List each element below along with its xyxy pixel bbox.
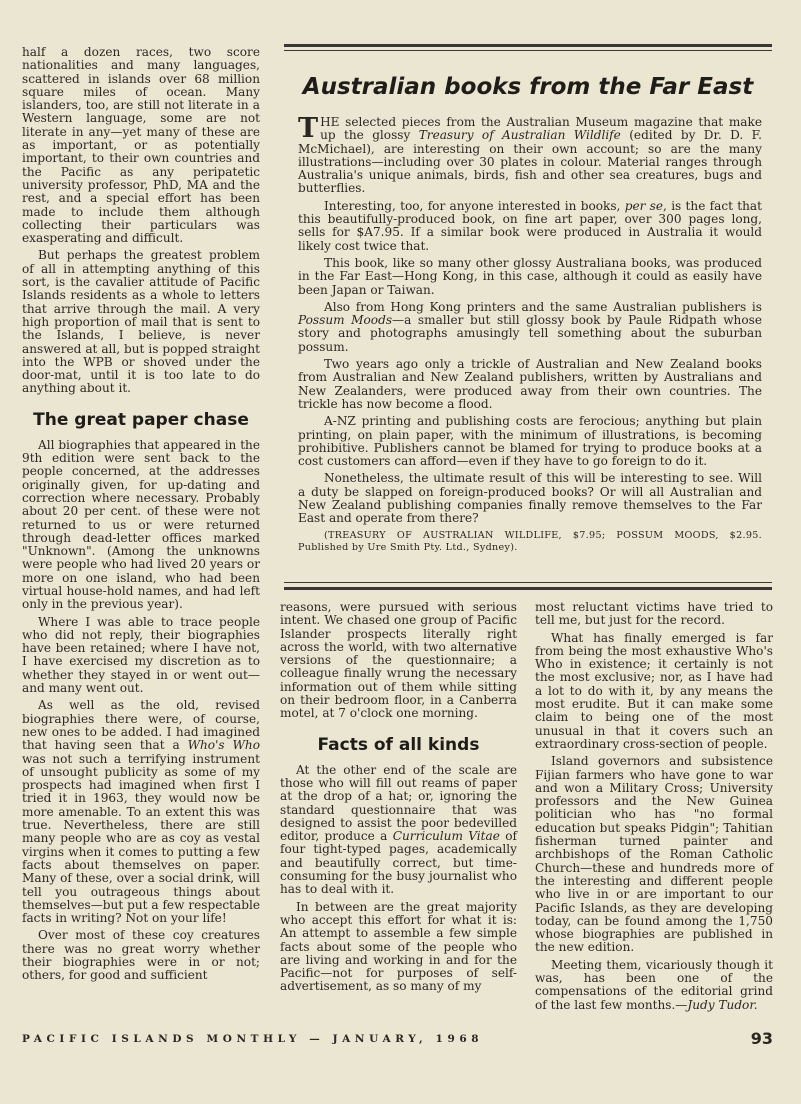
- right-column: [535, 601, 773, 1016]
- paragraph: But perhaps the greatest problem of all in attempting anything of this sort, is the cavalier attitude of Pacific Islands residents as a whole to letters that arrive through the mail. A very high proportion of mail that is sent to the Islands, I believe, is never answered at all, but is popped straight into the WPB or shoved under the door-mat, until it is too late to do anything about it.: [22, 248, 260, 396]
- left-column: [22, 46, 260, 987]
- paragraph: most reluctant victims have tried to tell me, but just for the record.: [535, 600, 773, 628]
- paragraph: What has finally emerged is far from being the most exhaustive Who's Who in existence; it certainly is not the most exclusive; nor, as I have had a lot to do with it, by any means the most erudite. But it can make some claim to being one of the most unusual in that it covers such an extraordinary cross-section of people.: [535, 630, 773, 751]
- paragraph: Island governors and subsistence Fijian farmers who have gone to war and won a Military Cross; University professors and the New Guinea politician who has "no formal education but speaks Pidgin"; Tahitian fisherman turned painter and archbishops of the Roman Catholic Church—these and hundreds more of the interesting and different people who live in or are important to our Pacific Islands, as they are developing today, can be found among the 1,750 whose biographies are published in the new edition.: [535, 754, 773, 955]
- paragraph: Two years ago only a trickle of Australian and New Zealand books from Australian and New Zealand publishers, written by Australians and New Zealanders, were produced away from their own countries. The trickle has now become a flood.: [298, 357, 762, 411]
- running-head: PACIFIC ISLANDS MONTHLY — JANUARY, 1968: [22, 1033, 484, 1045]
- paragraph: In between are the great majority who accept this effort for what it is: An attempt to assemble a few simple facts about some of the people who are living and working in and for the Pacific—not for purposes of self-advertisement, as so many of my: [280, 899, 517, 994]
- section-heading: Facts of all kinds: [317, 734, 480, 755]
- paragraph: half a dozen races, two score nationalities and many languages, scattered in islands over 68 million square miles of ocean. Many islanders, too, are still not literate in a Western language, some are not literate in any—yet many of these are as important, or as potentially important, to their own countries and the Pacific as any peripatetic university professor, PhD, MA and the rest, and a special effort has been made to include them although collecting their particulars was exasperating and difficult.: [22, 45, 260, 246]
- paragraph: Where I was able to trace people who did not reply, their biographies have been retained; where I have not, I have exercised my discretion as to whether they stayed in or went out—and many went out.: [22, 614, 260, 696]
- box-bottom-rule-thin: [284, 582, 772, 583]
- paragraph: Also from Hong Kong printers and the same Australian publishers is Possum Moods—a smaller but still glossy book by Paule Ridpath whose story and photographs amusingly tell something about the suburban possum.: [298, 299, 762, 354]
- paragraph: Interesting, too, for anyone interested in books, per se, is the fact that this beautifully-produced book, on fine art paper, over 300 pages long, sells for $A7.95. If a similar book were produced in Australia it would likely cost twice that.: [298, 198, 762, 253]
- paragraph: As well as the old, revised biographies there were, of course, new ones to be added. I had imagined that having seen that a Who's Who was not such a terrifying instrument of unsought publicity as some of my prospects had imagined when first I tried it in 1963, they would now be more amenable. To an extent this was true. Nevertheless, there are still many people who are as coy as vestal virgins when it comes to putting a few facts about themselves on paper. Many of these, over a social drink, will tell you outrageous things about themselves—but put a few respectable facts in writing? Not on your life!: [22, 698, 260, 926]
- paragraph: A-NZ printing and publishing costs are ferocious; anything but plain printing, on plain paper, with the minimum of illustrations, is becoming prohibitive. Publishers cannot be blamed for trying to produce books at a cost customers can afford—even if they have to go foreign to do it.: [298, 414, 762, 469]
- section-heading: The great paper chase: [33, 409, 249, 430]
- page-number: 93: [750, 1029, 773, 1048]
- paragraph: THE selected pieces from the Australian Museum magazine that make up the glossy Treasury of Australian Wildlife (edited by Dr. D. F. McMichael), are interesting on their own account; so are the many illustrations—including over 30 plates in colour. Material ranges through Australia's unique animals, birds, fish and other sea creatures, bugs and butterflies.: [298, 113, 762, 196]
- boxed-article: [284, 44, 772, 592]
- paragraph: Over most of these coy creatures there was no great worry whether their biographies were in or not; others, for good and sufficient: [22, 928, 260, 983]
- drop-cap: T: [298, 113, 319, 144]
- paragraph: Meeting them, vicariously though it was, has been one of the compensations of the editorial grind of the last few months.—Judy Tudor.: [535, 957, 773, 1012]
- paragraph: At the other end of the scale are those who will fill out reams of paper at the drop of a hat; or, ignoring the standard questionnaire that was designed to assist the poor bedevilled editor, produce a Curriculum Vitae of four tight-typed pages, academically and beautifully correct, but time-consuming for the busy journalist who has to deal with it.: [280, 762, 518, 897]
- box-bottom-rule: [284, 587, 772, 590]
- middle-column: [280, 601, 517, 998]
- box-top-rule-thin: [284, 50, 772, 51]
- paragraph: Nonetheless, the ultimate result of this will be interesting to see. Will a duty be slapped on foreign-produced books? Or will all Australian and New Zealand publishing companies finally remove themselves to the Far East and operate from there?: [298, 471, 762, 526]
- box-top-rule: [284, 44, 772, 47]
- paragraph: reasons, were pursued with serious intent. We chased one group of Pacific Islander prospects literally right across the world, with two alternative versions of the questionnaire; a colleague finally wrung the necessary information out of them while sitting on their bedroom floor, in a Canberra motel, at 7 o'clock one morning.: [280, 600, 517, 721]
- box-body: [298, 113, 762, 558]
- paragraph: All biographies that appeared in the 9th edition were sent back to the people concerned, at the addresses originally given, for up-dating and correction where necessary. Probably about 20 per cent. of these were not returned to us or were returned through dead-letter offices marked "Unknown". (Among the unknowns were people who had lived 20 years or more on one island, who had been virtual house-hold names, and had left only in the previous year).: [22, 437, 260, 612]
- box-title: Australian books from the Far East: [302, 74, 754, 100]
- page-footer: [22, 1029, 773, 1051]
- paragraph: This book, like so many other glossy Australiana books, was produced in the Far East—Hong Kong, in this case, although it could as easily have been Japan or Taiwan.: [298, 255, 762, 297]
- citation: (TREASURY OF AUSTRALIAN WILDLIFE, $7.95; POSSUM MOODS, $2.95. Published by Ure Smith Pty. Ltd., Sydney).: [298, 529, 762, 553]
